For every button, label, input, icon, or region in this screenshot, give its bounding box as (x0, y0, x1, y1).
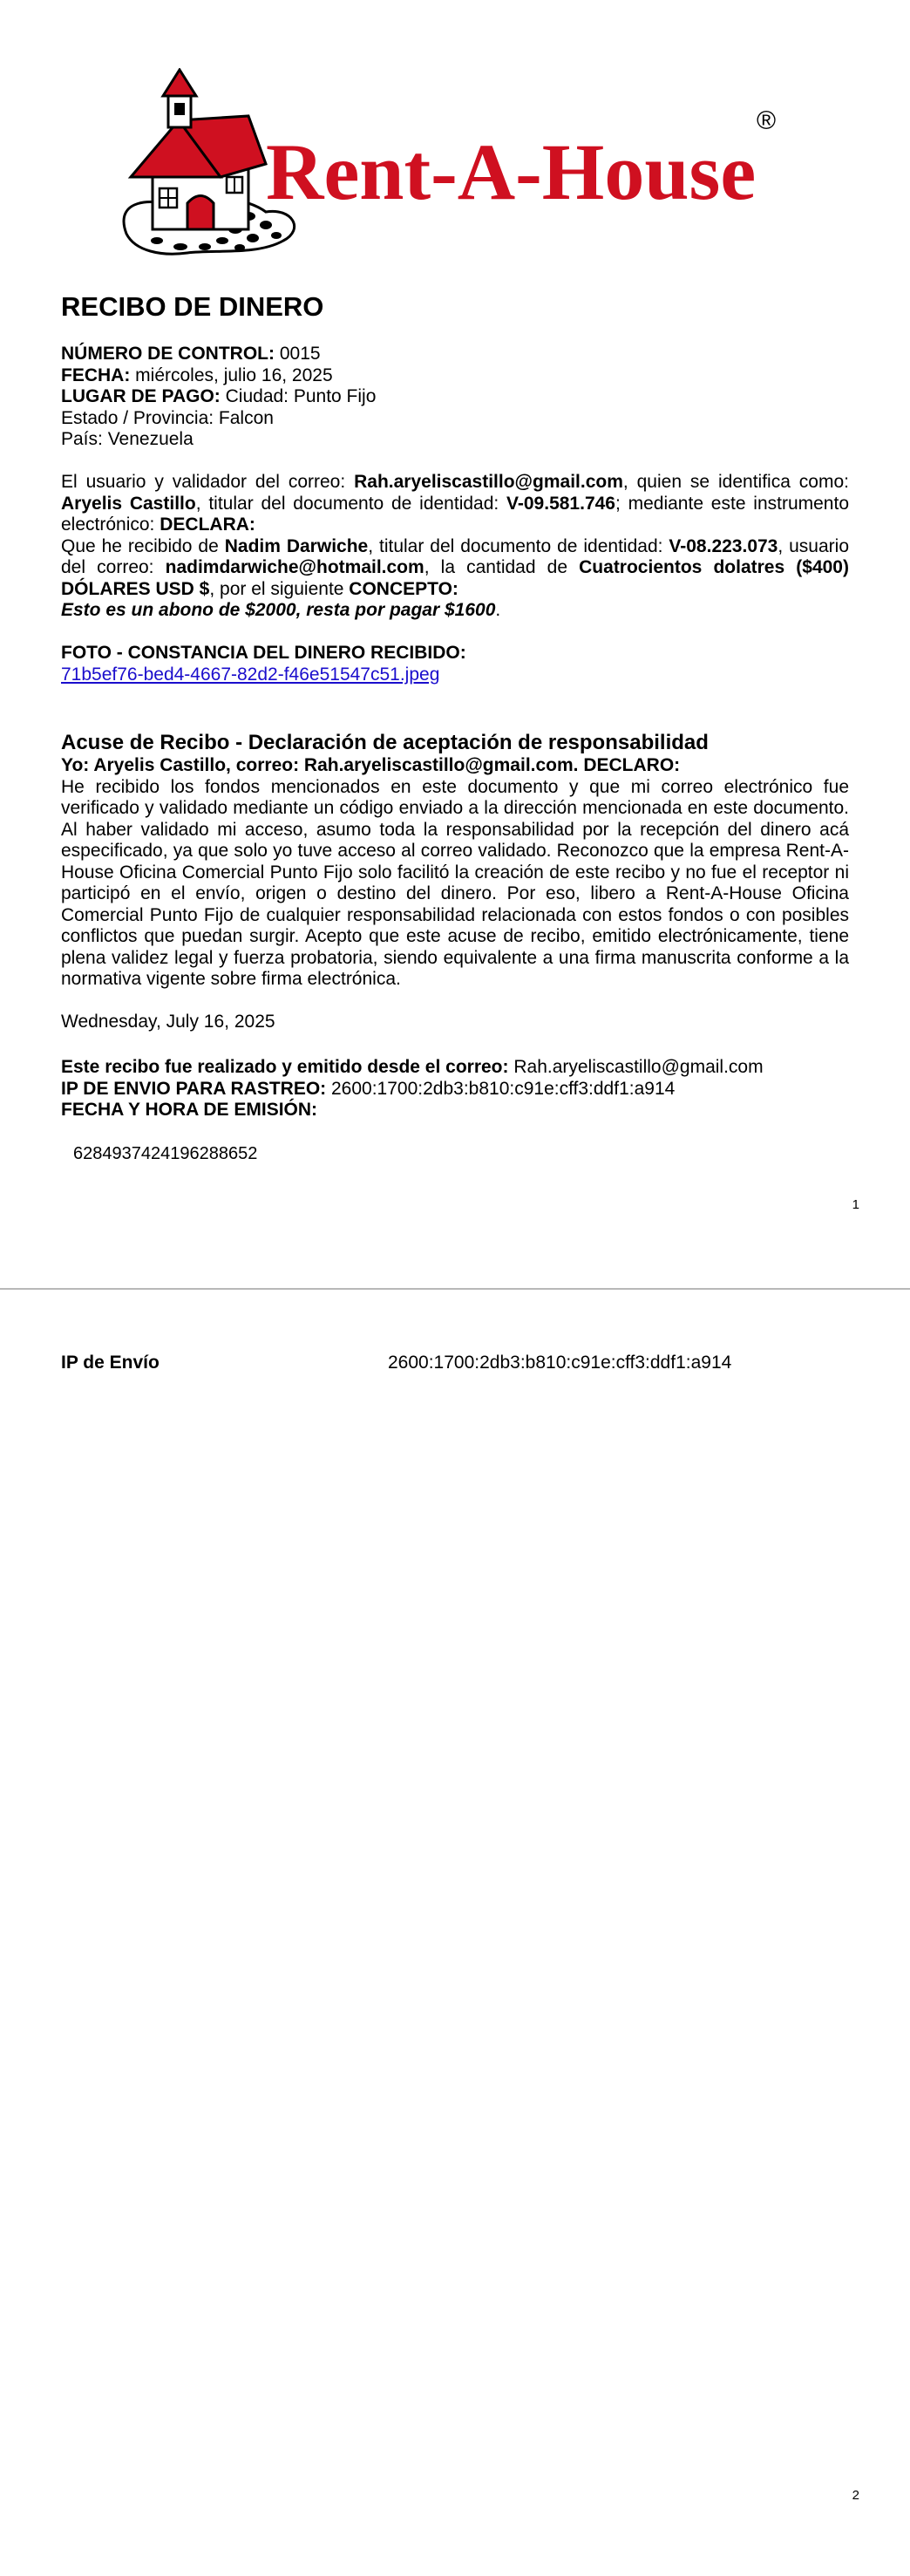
acknowledgement-section (61, 755, 849, 991)
control-number-line (61, 344, 849, 365)
concepto-value: Esto es un abono de $2000, resta por pagar $1600 (61, 600, 496, 620)
date-label: FECHA: (61, 365, 131, 385)
declaration-text: , por el siguiente (209, 578, 350, 599)
declaration-text: , la cantidad de (424, 557, 580, 577)
validator-name: Aryelis Castillo (61, 493, 196, 514)
page-title: RECIBO DE DINERO (61, 291, 324, 322)
emission-email-value: Rah.aryeliscastillo@gmail.com (513, 1057, 764, 1077)
page-separator (0, 1288, 910, 1290)
declaration-text: . (495, 600, 501, 620)
acknowledgement-body: He recibido los fondos mencionados en este documento y que mi correo electrónico fue verificado y validado mediante un código enviado a la dirección mencionada en este documento. Al haber validado mi acceso, asumo toda la responsabilidad por la recepción del dinero acá especificado, ya que solo yo tuve acceso al correo validado. Reconozco que la empresa Rent-A-House Oficina Comercial Punto Fijo solo facilitó la creación de este recibo y no fue el receptor ni participó en el envío, origen o destino del dinero. Por eso, libero a Rent-A-House Oficina Comercial Punto Fijo de cualquier responsabilidad relacionada con estos fondos o con posibles conflictos que puedan surgir. Acepto que este acuse de recibo, emitido electrónicamente, tiene plena validez legal y fuerza probatoria, siendo equivalente a una firma manuscrita conforme a la normativa vigente sobre firma electrónica. (61, 776, 849, 989)
acknowledgement-title: Acuse de Recibo - Declaración de aceptación de responsabilidad (61, 731, 709, 754)
control-number-value: 0015 (279, 344, 321, 364)
verification-code: 6284937424196288652 (73, 1144, 258, 1163)
declaration-paragraph (61, 472, 849, 622)
payer-email: nadimdarwiche@hotmail.com (165, 557, 424, 577)
declara-label: DECLARA: (160, 515, 255, 535)
emission-ip-value: 2600:1700:2db3:b810:c91e:cff3:ddf1:a914 (331, 1078, 676, 1099)
amount: Cuatrocientos dolatres ($400) DÓLARES USD $ (61, 557, 849, 599)
photo-section (61, 643, 849, 685)
control-number-label: NÚMERO DE CONTROL: (61, 344, 275, 364)
payment-place-value: Ciudad: Punto Fijo (225, 386, 377, 406)
declaration-text: , titular del documento de identidad: (195, 493, 507, 514)
ip-envio-value: 2600:1700:2db3:b810:c91e:cff3:ddf1:a914 (388, 1353, 732, 1373)
photo-label: FOTO - CONSTANCIA DEL DINERO RECIBIDO: (61, 643, 466, 663)
declaration-text: , quien se identifica como: (622, 472, 849, 492)
validator-id: V-09.581.746 (506, 493, 615, 514)
declaration-text: , usuario del correo: (61, 535, 850, 577)
receipt-header-info (61, 344, 849, 451)
declaration-text: El usuario y validador del correo: (61, 472, 355, 492)
acknowledgement-subtitle: Yo: Aryelis Castillo, correo: Rah.aryeliscastillo@gmail.com. DECLARO: (61, 755, 681, 775)
page-number: 1 (852, 1197, 859, 1212)
page-number: 2 (852, 2488, 859, 2503)
state-line: Estado / Provincia: Falcon (61, 407, 274, 428)
validator-email: Rah.aryeliscastillo@gmail.com (354, 472, 623, 492)
payer-id: V-08.223.073 (669, 535, 778, 556)
concepto-label: CONCEPTO: (349, 578, 458, 599)
photo-link[interactable]: 71b5ef76-bed4-4667-82d2-f46e51547c51.jpeg (61, 664, 440, 685)
payer-name: Nadim Darwiche (224, 535, 369, 556)
payment-place-label: LUGAR DE PAGO: (61, 386, 221, 406)
emission-ip-label: IP DE ENVIO PARA RASTREO: (61, 1078, 327, 1099)
country-line: País: Venezuela (61, 429, 194, 449)
payment-place-line (61, 386, 849, 408)
registered-mark: ® (757, 106, 777, 135)
emission-info (61, 1057, 849, 1121)
emission-email-label: Este recibo fue realizado y emitido desde el correo: (61, 1057, 509, 1077)
logo-wordmark: Rent-A-House (266, 127, 757, 216)
rent-a-house-logo (118, 68, 780, 260)
declaration-text: , titular del documento de identidad: (368, 535, 669, 556)
date-english: Wednesday, July 16, 2025 (61, 1012, 275, 1032)
date-value: miércoles, julio 16, 2025 (135, 365, 333, 385)
declaration-text: ; mediante este instrumento electrónico: (61, 493, 850, 535)
declaration-text: Que he recibido de (61, 535, 225, 556)
date-line (61, 365, 849, 387)
page-2 (0, 1291, 910, 2576)
ip-envio-label: IP de Envío (61, 1353, 160, 1373)
emission-datetime-label: FECHA Y HORA DE EMISIÓN: (61, 1100, 318, 1120)
